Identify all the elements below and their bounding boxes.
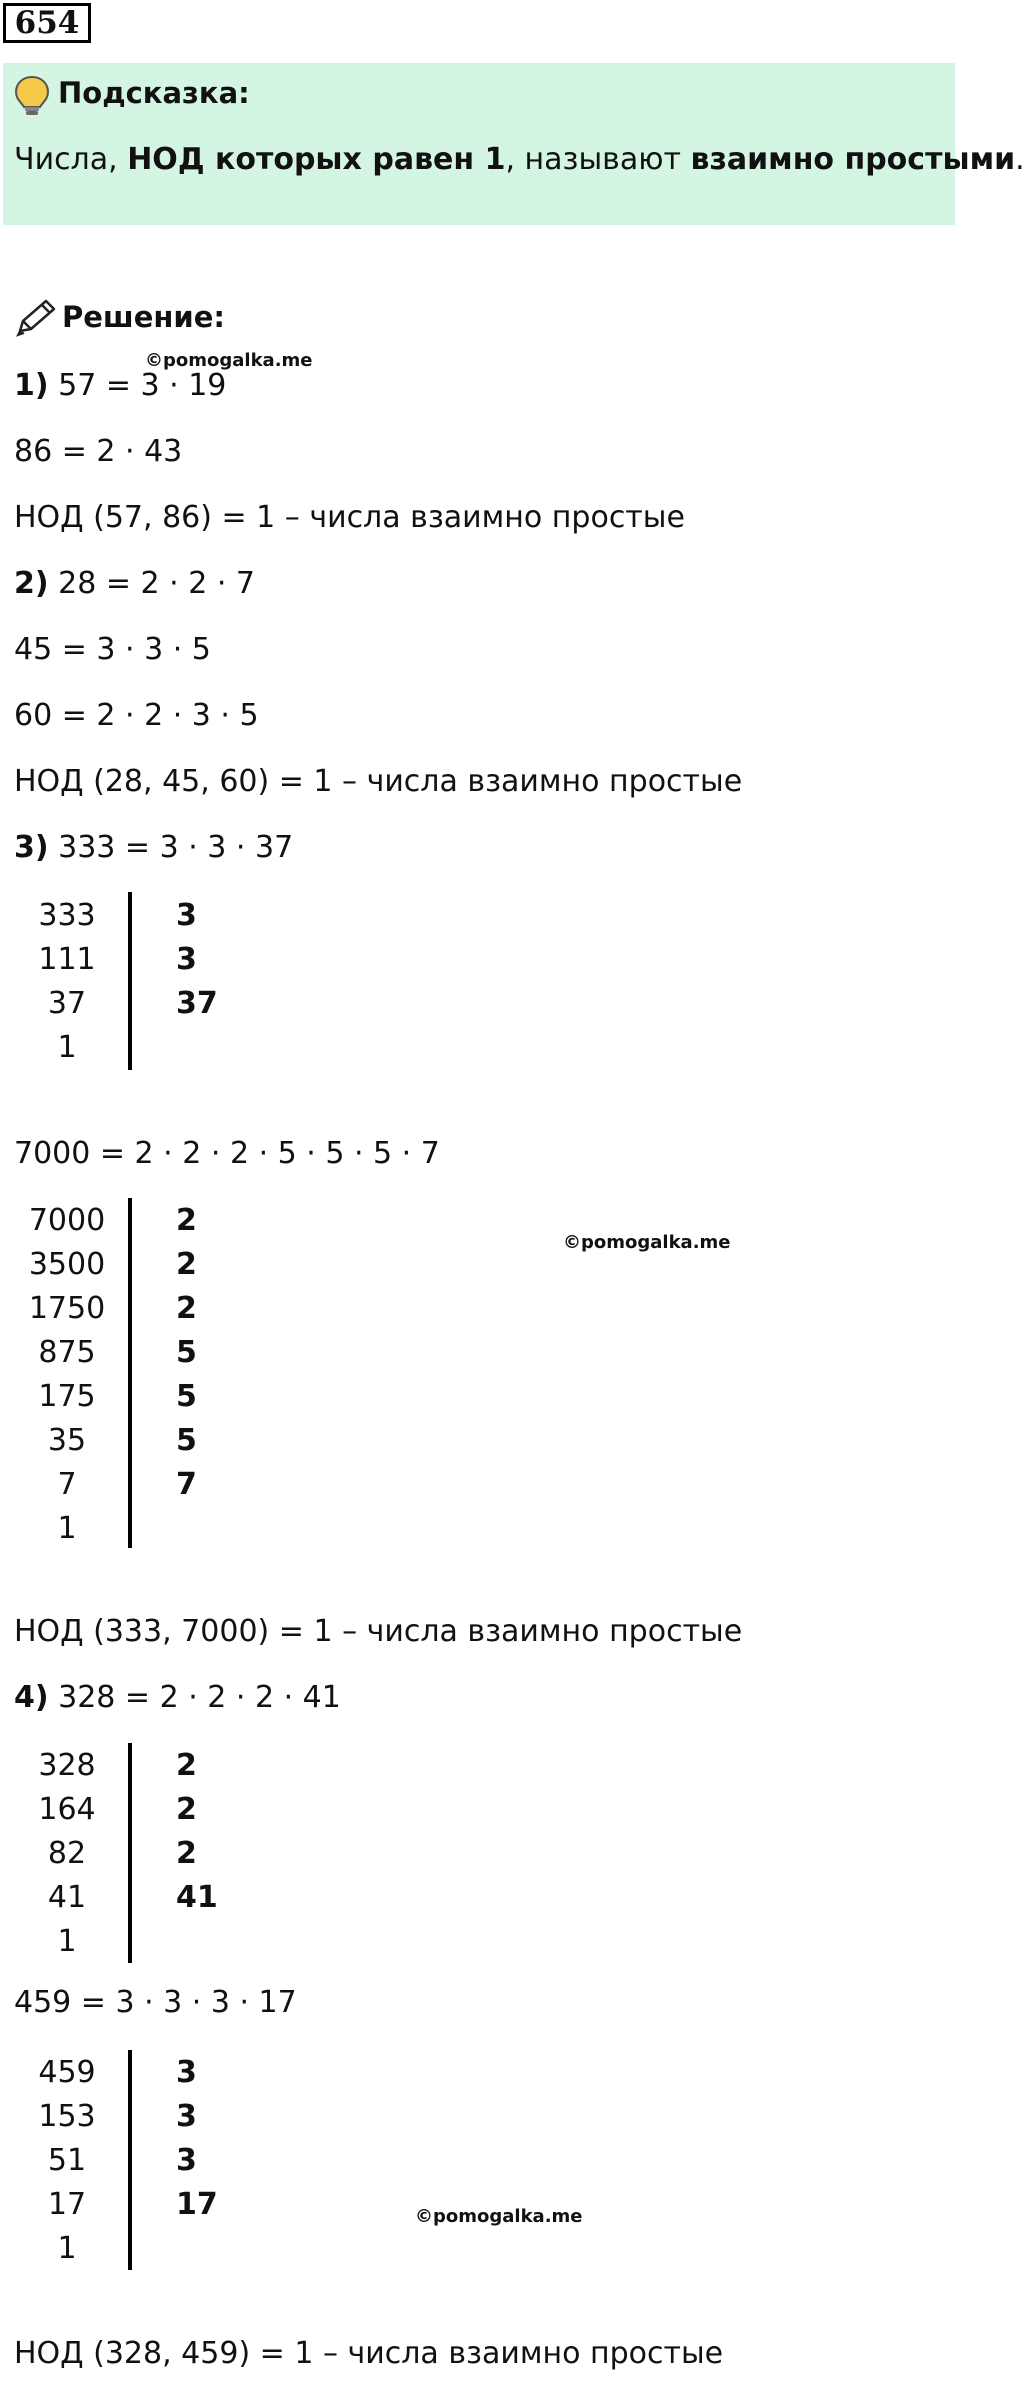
solution-line: 60 = 2 · 2 · 3 · 5 <box>14 698 259 733</box>
division-number: 3500 <box>28 1247 106 1282</box>
division-number: 1 <box>57 1030 77 1065</box>
division-divisor: 37 <box>176 986 218 1021</box>
watermark: ©pomogalka.me <box>563 1232 731 1253</box>
division-number: 459 <box>38 2055 96 2090</box>
division-number: 875 <box>38 1335 96 1370</box>
hint-text: Числа, НОД которых равен 1, называют взаимно простыми. <box>14 142 1025 177</box>
solution-line: 3) 333 = 3 · 3 · 37 <box>14 830 294 865</box>
division-divisor: 7 <box>176 1467 197 1502</box>
division-number: 1 <box>57 2231 77 2266</box>
division-number: 51 <box>47 2143 87 2178</box>
division-number: 164 <box>38 1792 96 1827</box>
solution-line: 459 = 3 · 3 · 3 · 17 <box>14 1985 297 2020</box>
solution-line: НОД (333, 7000) = 1 – числа взаимно простые <box>14 1614 743 1649</box>
division-number: 175 <box>38 1379 96 1414</box>
division-number: 7 <box>57 1467 77 1502</box>
division-divisor: 2 <box>176 1203 197 1238</box>
division-divisor: 5 <box>176 1335 197 1370</box>
solution-line: НОД (328, 459) = 1 – числа взаимно простые <box>14 2336 724 2371</box>
division-number: 1 <box>57 1924 77 1959</box>
solution-line: 4) 328 = 2 · 2 · 2 · 41 <box>14 1680 341 1715</box>
solution-line: НОД (28, 45, 60) = 1 – числа взаимно простые <box>14 764 743 799</box>
division-divisor: 3 <box>176 2055 197 2090</box>
division-number: 37 <box>47 986 87 1021</box>
division-divisor: 3 <box>176 2099 197 2134</box>
division-divisor: 3 <box>176 2143 197 2178</box>
division-divisor: 2 <box>176 1748 197 1783</box>
solution-line: НОД (57, 86) = 1 – числа взаимно простые <box>14 500 685 535</box>
division-number: 111 <box>38 942 96 977</box>
division-divisor: 2 <box>176 1836 197 1871</box>
division-divisor: 17 <box>176 2187 218 2222</box>
division-number: 153 <box>38 2099 96 2134</box>
division-number: 333 <box>38 898 96 933</box>
division-number: 41 <box>47 1880 87 1915</box>
division-divisor: 5 <box>176 1379 197 1414</box>
division-divisor: 2 <box>176 1247 197 1282</box>
task-number: 654 <box>3 3 91 43</box>
division-number: 1 <box>57 1511 77 1546</box>
pencil-icon <box>14 297 58 341</box>
division-number: 17 <box>47 2187 87 2222</box>
division-divisor: 41 <box>176 1880 218 1915</box>
division-number: 82 <box>47 1836 87 1871</box>
solution-line: 7000 = 2 · 2 · 2 · 5 · 5 · 5 · 7 <box>14 1136 440 1171</box>
solution-line: 45 = 3 · 3 · 5 <box>14 632 211 667</box>
division-divisor: 2 <box>176 1792 197 1827</box>
division-number: 1750 <box>28 1291 106 1326</box>
solution-line: 86 = 2 · 43 <box>14 434 183 469</box>
division-number: 35 <box>47 1423 87 1458</box>
division-divisor: 3 <box>176 898 197 933</box>
division-number: 328 <box>38 1748 96 1783</box>
solution-line: 1) 57 = 3 · 19 <box>14 368 227 403</box>
lightbulb-icon <box>12 74 52 122</box>
solution-title: Решение: <box>62 300 226 334</box>
division-number: 7000 <box>28 1203 106 1238</box>
solution-line: 2) 28 = 2 · 2 · 7 <box>14 566 255 601</box>
hint-title: Подсказка: <box>58 76 250 110</box>
division-divisor: 2 <box>176 1291 197 1326</box>
division-divisor: 3 <box>176 942 197 977</box>
division-divisor: 5 <box>176 1423 197 1458</box>
watermark: ©pomogalka.me <box>415 2206 583 2227</box>
watermark: ©pomogalka.me <box>145 350 313 371</box>
